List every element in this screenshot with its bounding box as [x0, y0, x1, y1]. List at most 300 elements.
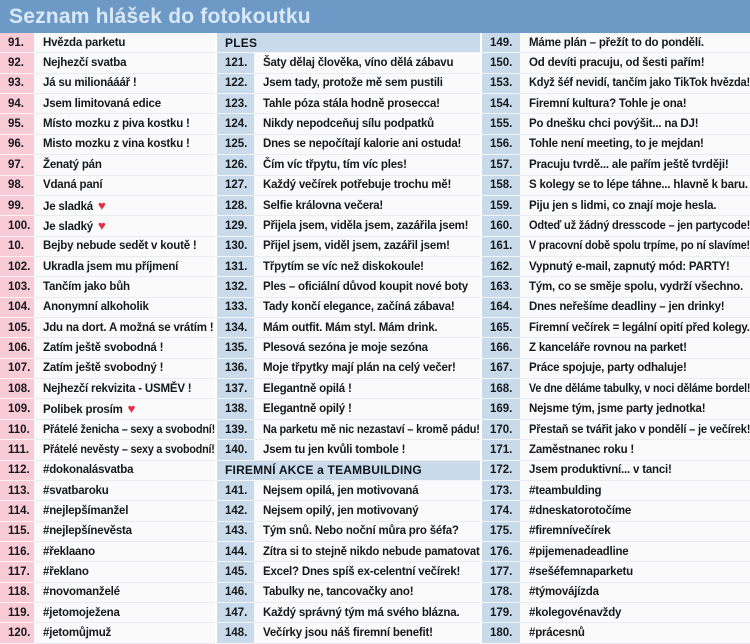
list-column [480, 33, 750, 644]
item-number: 168. [482, 379, 520, 399]
item-text-cell [520, 501, 750, 520]
item-text: #týmovájízda [529, 586, 599, 599]
item-text-cell [254, 562, 480, 581]
item-number: 112. [0, 461, 34, 481]
list-item [482, 216, 750, 236]
item-number: 122. [217, 74, 254, 94]
item-text-cell [520, 196, 750, 215]
list-item [0, 237, 215, 257]
item-text-cell [34, 481, 215, 500]
list-item [482, 481, 750, 501]
item-text-cell [520, 114, 750, 133]
list-item [217, 216, 480, 236]
item-text-cell [520, 338, 750, 357]
list-column [215, 33, 480, 644]
item-number: 132. [217, 277, 254, 297]
item-text-cell [34, 440, 215, 459]
item-number: 125. [217, 135, 254, 155]
item-number: 158. [482, 176, 520, 196]
list-item [0, 623, 215, 643]
list-item [482, 94, 750, 114]
item-number: 135. [217, 338, 254, 358]
list-item [217, 542, 480, 562]
item-number: 148. [217, 623, 254, 643]
item-text: Nikdy nepodceňuj sílu podpatků [263, 118, 434, 131]
item-text: Zatím ještě svobodný ! [43, 362, 164, 375]
item-text-cell [520, 298, 750, 317]
item-text: #svatbaroku [43, 484, 109, 497]
list-item [482, 522, 750, 542]
list-item [482, 420, 750, 440]
item-number: 124. [217, 114, 254, 134]
list-item [482, 440, 750, 460]
item-text: Na parketu mě nic nezastaví – kromě pádu! [263, 423, 480, 436]
item-text: Vdaná paní [43, 179, 103, 192]
list-item [217, 359, 480, 379]
item-text-cell [34, 237, 215, 256]
item-number: 95. [0, 114, 34, 134]
item-text: Tahle póza stála hodně prosecca! [263, 97, 440, 110]
item-text: Vypnutý e-mail, zapnutý mód: PARTY! [529, 260, 730, 273]
item-number: 99. [0, 196, 34, 216]
item-text: Jsem limitovaná edice [43, 97, 161, 110]
item-text: Tým snů. Nebo noční můra pro šéfa? [263, 525, 459, 538]
item-text: Tabulky ne, tancovačky ano! [263, 586, 414, 599]
item-text-cell [254, 298, 480, 317]
item-text: Mám outfit. Mám styl. Mám drink. [263, 321, 438, 334]
list-item [0, 379, 215, 399]
list-item [482, 53, 750, 73]
list-item [217, 623, 480, 643]
item-number: 133. [217, 298, 254, 318]
list-item [0, 603, 215, 623]
item-text-cell [254, 583, 480, 602]
item-text: Elegantně opilá ! [263, 382, 352, 395]
item-number: 123. [217, 94, 254, 114]
item-number: 145. [217, 562, 254, 582]
page-header [0, 0, 750, 33]
list-item [217, 562, 480, 582]
item-number: 106. [0, 338, 34, 358]
item-text-cell [254, 501, 480, 520]
item-number: 156. [482, 135, 520, 155]
item-text-cell [254, 542, 480, 561]
item-text-cell [520, 420, 750, 439]
item-text: Máme plán – přežít to do pondělí. [529, 36, 704, 49]
item-number: 157. [482, 155, 520, 175]
item-text-cell [520, 53, 750, 72]
item-text: Ve dne děláme tabulky, v noci děláme bordel! [529, 382, 750, 395]
item-text: S kolegy se to lépe táhne... hlavně k baru. [529, 179, 748, 192]
item-text-cell [520, 542, 750, 561]
item-number: 115. [0, 522, 34, 542]
list-item [482, 338, 750, 358]
item-text-cell [34, 196, 215, 215]
item-number: 105. [0, 318, 34, 338]
item-text: #nejlepšínevěsta [43, 525, 132, 538]
item-text-cell [520, 94, 750, 113]
item-text: Firemní večírek = legální opití před kolegy. [529, 321, 750, 334]
item-text-cell [254, 257, 480, 276]
item-text: Zítra si to stejně nikdo nebude pamatovat [263, 545, 480, 558]
item-text-cell [254, 216, 480, 235]
heart-icon: ♥ [98, 197, 106, 213]
list-item [217, 583, 480, 603]
section-header [217, 461, 480, 481]
list-item [482, 623, 750, 643]
item-text: Pracuju tvrdě... ale pařím ještě tvrději! [529, 158, 729, 171]
list-item [217, 440, 480, 460]
item-number: 171. [482, 440, 520, 460]
item-text-cell [520, 583, 750, 602]
list-item [0, 135, 215, 155]
item-text: Odteď už žádný dresscode – jen partycode! [529, 219, 750, 232]
list-item [482, 562, 750, 582]
list-column [0, 33, 215, 644]
item-text-cell [34, 522, 215, 541]
item-text-cell [520, 318, 750, 337]
list-item [217, 603, 480, 623]
heart-icon: ♥ [127, 401, 136, 417]
list-item [217, 94, 480, 114]
item-number: 137. [217, 379, 254, 399]
item-text-cell [254, 114, 480, 133]
list-item [482, 196, 750, 216]
item-text: Večírky jsou náš firemní benefit! [263, 627, 433, 640]
item-text-cell [34, 338, 215, 357]
item-text: Tady končí elegance, začíná zábava! [263, 301, 455, 314]
section-title: FIREMNÍ AKCE a TEAMBUILDING [225, 463, 422, 478]
section-title: PLES [225, 35, 258, 50]
item-text: Přestaň se tvářit jako v pondělí – je večírek! [529, 423, 750, 436]
list-columns [0, 33, 750, 644]
item-text: Bejby nebude sedět v koutě ! [43, 240, 197, 253]
list-item [482, 114, 750, 134]
list-item [482, 237, 750, 257]
item-number: 166. [482, 338, 520, 358]
list-item [482, 277, 750, 297]
item-text-cell [254, 522, 480, 541]
item-number: 155. [482, 114, 520, 134]
item-text-cell [520, 603, 750, 622]
item-text: #sešéfemnaparketu [529, 566, 633, 579]
item-text-cell [254, 135, 480, 154]
list-item [0, 359, 215, 379]
item-text: Elegantně opilý ! [263, 403, 352, 416]
list-item [0, 74, 215, 94]
item-text-cell [254, 155, 480, 174]
list-item [0, 257, 215, 277]
item-number: 154. [482, 94, 520, 114]
item-number: 114. [0, 501, 34, 521]
item-text: Je sladká ♥ [43, 197, 106, 213]
item-text-cell [34, 176, 215, 195]
item-text: Nejhezčí rekvizita - USMĚV ! [43, 382, 192, 395]
item-number: 143. [217, 522, 254, 542]
item-text: #jetomůjmuž [43, 627, 112, 640]
list-item [0, 176, 215, 196]
item-text: Nejsem opilá, jen motivovaná [263, 484, 419, 497]
item-text: Když šéf nevidí, tančím jako TikTok hvězda! [529, 77, 750, 90]
item-number: 130. [217, 237, 254, 257]
item-text: Každý správný tým má svého blázna. [263, 606, 460, 619]
item-text: Plesová sezóna je moje sezóna [263, 342, 428, 355]
list-item [217, 257, 480, 277]
item-number: 111. [0, 440, 34, 460]
item-text-cell [520, 399, 750, 418]
item-number: 172. [482, 461, 520, 481]
item-number: 147. [217, 603, 254, 623]
item-number: 98. [0, 176, 34, 196]
item-number: 177. [482, 562, 520, 582]
item-text: #kolegovénavždy [529, 606, 622, 619]
item-text: Nejsem opilý, jen motivovaný [263, 504, 419, 517]
item-number: 116. [0, 542, 34, 562]
item-text: Excel? Dnes spíš ex-celentní večírek! [263, 566, 461, 579]
list-item [217, 135, 480, 155]
item-number: 136. [217, 359, 254, 379]
item-text-cell [520, 257, 750, 276]
heart-icon: ♥ [98, 217, 106, 233]
list-item [0, 338, 215, 358]
list-item [217, 114, 480, 134]
item-number: 113. [0, 481, 34, 501]
item-text-cell [520, 359, 750, 378]
list-item [0, 522, 215, 542]
item-text: Tančím jako bůh [43, 280, 130, 293]
item-number: 170. [482, 420, 520, 440]
item-text-cell [254, 623, 480, 642]
item-number: 139. [217, 420, 254, 440]
item-text: Od devíti pracuju, od šesti pařím! [529, 57, 705, 70]
list-item [0, 583, 215, 603]
item-number: 141. [217, 481, 254, 501]
list-item [0, 216, 215, 236]
list-item [217, 379, 480, 399]
item-number: 104. [0, 298, 34, 318]
item-number: 117. [0, 562, 34, 582]
item-number: 140. [217, 440, 254, 460]
item-text-cell [34, 461, 215, 480]
item-number: 94. [0, 94, 34, 114]
item-text: Zatím ještě svobodná ! [43, 342, 164, 355]
item-number: 153. [482, 74, 520, 94]
list-item [482, 176, 750, 196]
item-text-cell [254, 74, 480, 93]
list-item [217, 196, 480, 216]
item-text: Dnes neřešíme deadliny – jen drinky! [529, 301, 725, 314]
item-text-cell [34, 216, 215, 235]
item-text: #dokonalásvatba [43, 464, 134, 477]
item-number: 127. [217, 176, 254, 196]
item-text: Každý večírek potřebuje trochu mě! [263, 179, 452, 192]
item-text: Třpytím se víc než diskokoule! [263, 260, 424, 273]
list-item [0, 440, 215, 460]
item-text-cell [34, 318, 215, 337]
item-text-cell [34, 257, 215, 276]
item-number: 120. [0, 623, 34, 643]
item-text-cell [34, 623, 215, 642]
item-text: #novomanželé [43, 586, 120, 599]
section-header [217, 33, 480, 53]
item-number: 121. [217, 53, 254, 73]
item-text: #dneskatorotočíme [529, 504, 632, 517]
item-text-cell [520, 440, 750, 459]
item-number: 167. [482, 359, 520, 379]
list-item [482, 583, 750, 603]
item-text-cell [254, 277, 480, 296]
item-text-cell [254, 420, 480, 439]
item-number: 92. [0, 53, 34, 73]
list-item [217, 277, 480, 297]
item-number: 102. [0, 257, 34, 277]
item-number: 119. [0, 603, 34, 623]
item-text-cell [254, 176, 480, 195]
list-item [482, 257, 750, 277]
item-text-cell [520, 237, 750, 256]
item-number: 173. [482, 481, 520, 501]
list-item [0, 53, 215, 73]
item-text-cell [254, 399, 480, 418]
item-number: 180. [482, 623, 520, 643]
list-item [217, 74, 480, 94]
item-text: Polibek prosím ♥ [43, 401, 136, 417]
item-number: 96. [0, 135, 34, 155]
list-item [0, 114, 215, 134]
item-text: Jsem tady, protože mě sem pustili [263, 77, 443, 90]
item-text-cell [254, 196, 480, 215]
item-text: #řeklaano [43, 545, 95, 558]
item-number: 164. [482, 298, 520, 318]
list-item [482, 318, 750, 338]
list-item [0, 318, 215, 338]
item-text: Zaměstnanec roku ! [529, 443, 635, 456]
item-number: 163. [482, 277, 520, 297]
list-item [0, 461, 215, 481]
item-number: 169. [482, 399, 520, 419]
item-text-cell [254, 359, 480, 378]
item-text: Selfie královna večera! [263, 199, 384, 212]
item-text: Ukradla jsem mu příjmení [43, 260, 179, 273]
item-text-cell [254, 440, 480, 459]
item-text: Jsem produktivní... v tanci! [529, 464, 672, 477]
item-number: 118. [0, 583, 34, 603]
item-text-cell [520, 216, 750, 235]
item-number: 10. [0, 237, 34, 257]
item-number: 150. [482, 53, 520, 73]
list-item [482, 461, 750, 481]
item-text-cell [34, 379, 215, 398]
item-text: Nejhezčí svatba [43, 57, 127, 70]
list-item [217, 420, 480, 440]
item-text: Z kanceláře rovnou na parket! [529, 342, 687, 355]
item-number: 91. [0, 33, 34, 53]
list-item [0, 196, 215, 216]
list-item [217, 176, 480, 196]
list-item [482, 33, 750, 53]
item-text: #firemnívečírek [529, 525, 611, 538]
item-text: #nejlepšímanžel [43, 504, 129, 517]
list-item [482, 155, 750, 175]
list-item [482, 74, 750, 94]
item-text-cell [520, 461, 750, 480]
item-text-cell [34, 542, 215, 561]
item-text-cell [520, 379, 750, 398]
list-item [0, 298, 215, 318]
item-text: Místo mozku z piva kostku ! [43, 118, 190, 131]
item-text-cell [254, 94, 480, 113]
item-number: 149. [482, 33, 520, 53]
list-item [0, 33, 215, 53]
item-text: Tým, co se směje spolu, vydrží všechno. [529, 280, 743, 293]
list-item [482, 359, 750, 379]
list-item [217, 237, 480, 257]
item-number: 100. [0, 216, 34, 236]
item-number: 179. [482, 603, 520, 623]
item-text-cell [34, 33, 215, 52]
item-number: 160. [482, 216, 520, 236]
item-text: Ples – oficiální důvod koupit nové boty [263, 280, 468, 293]
list-item [0, 277, 215, 297]
list-item [0, 399, 215, 419]
item-text-cell [34, 583, 215, 602]
item-text: Já su milionááář ! [43, 77, 137, 90]
item-text-cell [520, 277, 750, 296]
item-text-cell [254, 237, 480, 256]
item-number: 175. [482, 522, 520, 542]
item-text: Hvězda parketu [43, 36, 126, 49]
item-text-cell [34, 603, 215, 622]
list-item [217, 338, 480, 358]
list-item [217, 481, 480, 501]
item-text-cell [34, 135, 215, 154]
list-item [217, 318, 480, 338]
item-text: #jetomoježena [43, 606, 120, 619]
list-item [0, 420, 215, 440]
item-text-cell [520, 33, 750, 52]
item-text-cell [34, 399, 215, 418]
list-item [0, 501, 215, 521]
item-text: Misto mozku z vina kostku ! [43, 138, 190, 151]
item-number: 93. [0, 74, 34, 94]
item-text-cell [34, 74, 215, 93]
item-text: #pijemenadeadline [529, 545, 629, 558]
item-number: 165. [482, 318, 520, 338]
item-text-cell [520, 135, 750, 154]
item-number: 142. [217, 501, 254, 521]
item-text-cell [34, 53, 215, 72]
list-item [482, 135, 750, 155]
item-text: V pracovní době spolu trpíme, po ní slavíme! [529, 240, 750, 253]
item-number: 159. [482, 196, 520, 216]
item-text: Ženatý pán [43, 158, 102, 171]
item-number: 144. [217, 542, 254, 562]
item-number: 108. [0, 379, 34, 399]
item-number: 176. [482, 542, 520, 562]
item-text-cell [254, 481, 480, 500]
list-item [217, 399, 480, 419]
item-text-cell [34, 359, 215, 378]
list-item [217, 155, 480, 175]
item-number: 103. [0, 277, 34, 297]
item-text-cell [34, 94, 215, 113]
item-text: Šaty dělaj člověka, víno dělá zábavu [263, 57, 454, 70]
list-item [217, 53, 480, 73]
list-item [217, 522, 480, 542]
item-text-cell [254, 379, 480, 398]
item-text-cell [34, 277, 215, 296]
item-text-cell [254, 318, 480, 337]
